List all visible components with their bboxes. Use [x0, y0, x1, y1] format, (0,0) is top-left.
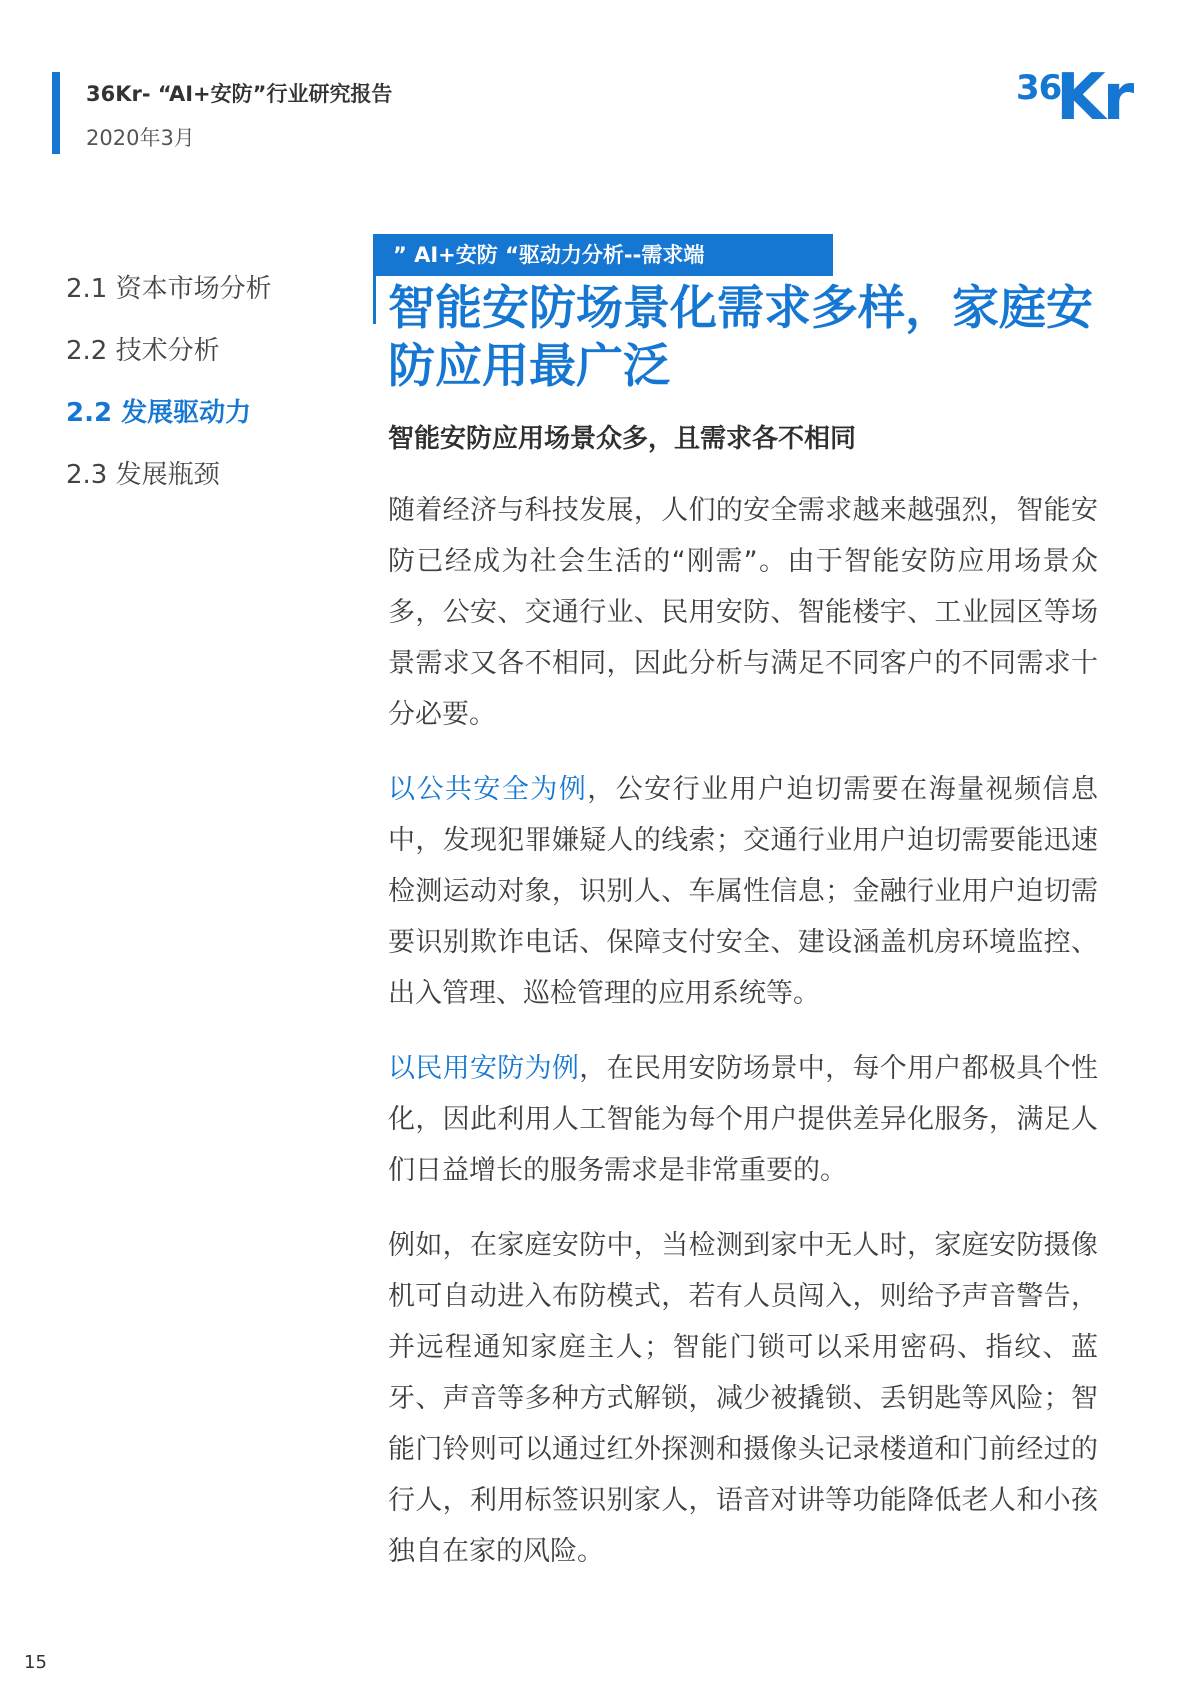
page-number: 15	[24, 1652, 47, 1673]
36kr-logo	[1016, 62, 1148, 142]
logo-kr: Kr	[1056, 61, 1132, 135]
table-of-contents	[66, 258, 272, 506]
main-heading: 智能安防场景化需求多样，家庭安防应用最广泛	[388, 281, 1093, 394]
highlight-public-safety: 以公共安全为例	[388, 774, 588, 805]
toc-item-technology[interactable]: 2.2 技术分析	[66, 336, 220, 366]
toc-item-capital-market[interactable]: 2.1 资本市场分析	[66, 274, 272, 304]
paragraph-home-security: 例如，在家庭安防中，当检测到家中无人时，家庭安防摄像机可自动进入布防模式，若有人员闯入，则给予声音警告，并远程通知家庭主人；智能门锁可以采用密码、指纹、蓝牙、声音等多种方式解锁，减少被撬锁、丢钥匙等风险；智能门铃则可以通过红外探测和摄像头记录楼道和门前经过的行人，利用标签识别家人，语音对讲等功能降低老人和小孩独自在家的风险。	[388, 1230, 1098, 1567]
heading-accent-rule	[373, 276, 376, 324]
toc-item-driving-force[interactable]: 2.2 发展驱动力	[66, 398, 252, 428]
toc-item-bottleneck[interactable]: 2.3 发展瓶颈	[66, 460, 220, 490]
section-tag: ” AI+安防 “驱动力分析--需求端	[373, 234, 833, 276]
paragraph-intro: 随着经济与科技发展，人们的安全需求越来越强烈，智能安防已经成为社会生活的“刚需”。由于智能安防应用场景众多，公安、交通行业、民用安防、智能楼宇、工业园区等场景需求又各不相同，因此分析与满足不同客户的不同需求十分必要。	[388, 495, 1098, 730]
logo-36: 36	[1016, 68, 1062, 108]
body-text	[388, 485, 1098, 1601]
paragraph-civil-security	[388, 1043, 1098, 1196]
header-accent-bar	[52, 72, 60, 154]
report-date: 2020年3月	[86, 126, 195, 150]
paragraph-public-safety-text: ，公安行业用户迫切需要在海量视频信息中，发现犯罪嫌疑人的线索；交通行业用户迫切需要能迅速检测运动对象，识别人、车属性信息；金融行业用户迫切需要识别欺诈电话、保障支付安全、建设涵盖机房环境监控、出入管理、巡检管理的应用系统等。	[388, 774, 1099, 1009]
report-title: 36Kr- “AI+安防”行业研究报告	[86, 82, 393, 106]
highlight-civil-security: 以民用安防为例	[388, 1053, 580, 1084]
sub-heading: 智能安防应用场景众多，且需求各不相同	[388, 424, 857, 454]
paragraph-civil-security-text: ，在民用安防场景中，每个用户都极具个性化，因此利用人工智能为每个用户提供差异化服务，满足人们日益增长的服务需求是非常重要的。	[388, 1053, 1099, 1186]
paragraph-public-safety	[388, 764, 1098, 1019]
